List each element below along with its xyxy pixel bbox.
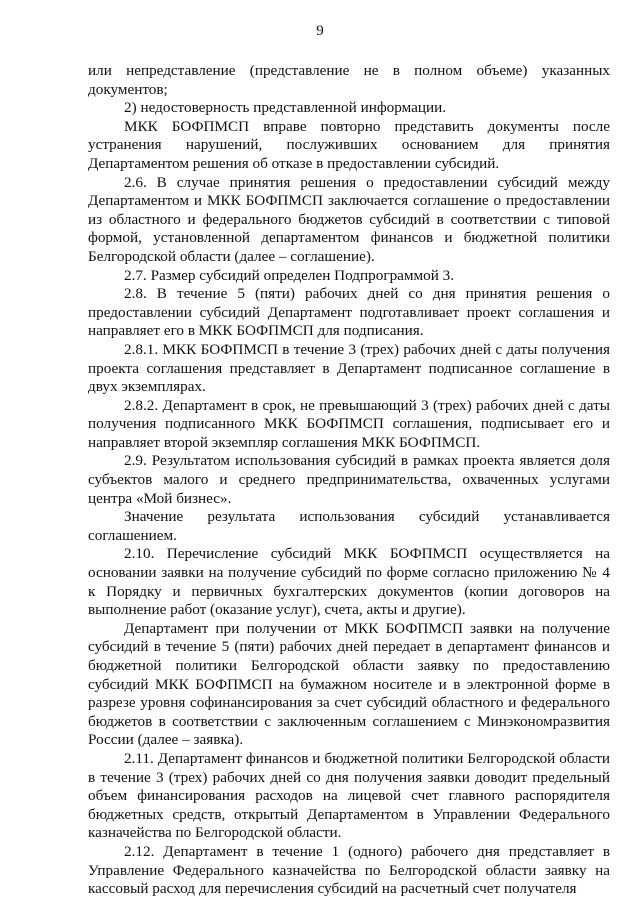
paragraph: 2.12. Департамент в течение 1 (одного) рабочего дня представляет в Управление Федерального казначейства по Белгородской области заявку на кассовый расход для перечисления субсидий на расчетный счет получателя	[88, 842, 610, 898]
paragraph: 2.10. Перечисление субсидий МКК БОФПМСП осуществляется на основании заявки на получение субсидий по форме согласно приложению № 4 к Порядку и первичных бухгалтерских документов (копии договоров на выполнение работ (оказание услуг), счета, акты и другие).	[88, 545, 610, 619]
paragraph: Департамент при получении от МКК БОФПМСП заявки на получение субсидий в течение 5 (пяти) рабочих дней передает в департамент финансов и бюджетной политики Белгородской области заявку по предоставлению субсидий МКК БОФПМСП на бумажном носителе и в электронной форме в разрезе уровня софинансирования за счет субсидий областного и федерального бюджетов в соответствии с заключенным соглашением с Минэкономразвития России (далее – заявка).	[88, 619, 610, 749]
paragraph: Значение результата использования субсидий устанавливается соглашением.	[88, 508, 610, 544]
paragraph: МКК БОФПМСП вправе повторно представить документы после устранения нарушений, послуживших основанием для принятия Департаментом решения об отказе в предоставлении субсидий.	[88, 117, 610, 172]
paragraph: 2.7. Размер субсидий определен Подпрограммой 3.	[124, 266, 455, 284]
paragraph: 2.11. Департамент финансов и бюджетной политики Белгородской области в течение 3 (трех) рабочих дней со дня получения заявки доводит предельный объем финансирования расходов на лицевой счет главного распорядителя бюджетных средств, открытый Департаментом в Управлении Федерального казначейства по Белгородской области.	[88, 749, 610, 842]
document-body	[88, 62, 610, 899]
paragraph: 2.8. В течение 5 (пяти) рабочих дней со дня принятия решения о предоставлении субсидий Департамент подготавливает проект соглашения и направляет его в МКК БОФПМСП для подписания.	[88, 285, 610, 340]
paragraph: или непредставление (представление не в полном объеме) указанных документов;	[88, 62, 610, 98]
paragraph: 2.6. В случае принятия решения о предоставлении субсидий между Департаментом и МКК БОФПМСП заключается соглашение о предоставлении из областного и федерального бюджетов субсидий в соответствии с типовой формой, установленной департаментом финансов и бюджетной политики Белгородской области (далее – соглашение).	[88, 173, 610, 265]
paragraph: 2.8.1. МКК БОФПМСП в течение 3 (трех) рабочих дней с даты получения проекта соглашения представляет в Департамент подписанное соглашение в двух экземплярах.	[88, 340, 610, 396]
paragraph: 2.8.2. Департамент в срок, не превышающий 3 (трех) рабочих дней с даты получения подписанного МКК БОФПМСП соглашения, подписывает его и направляет второй экземпляр соглашения МКК БОФПМСП.	[88, 396, 610, 451]
paragraph: 2) недостоверность представленной информации.	[124, 99, 447, 117]
page-number: 9	[316, 23, 324, 39]
paragraph: 2.9. Результатом использования субсидий в рамках проекта является доля субъектов малого и среднего предпринимательства, охваченных услугами центра «Мой бизнес».	[88, 452, 610, 507]
